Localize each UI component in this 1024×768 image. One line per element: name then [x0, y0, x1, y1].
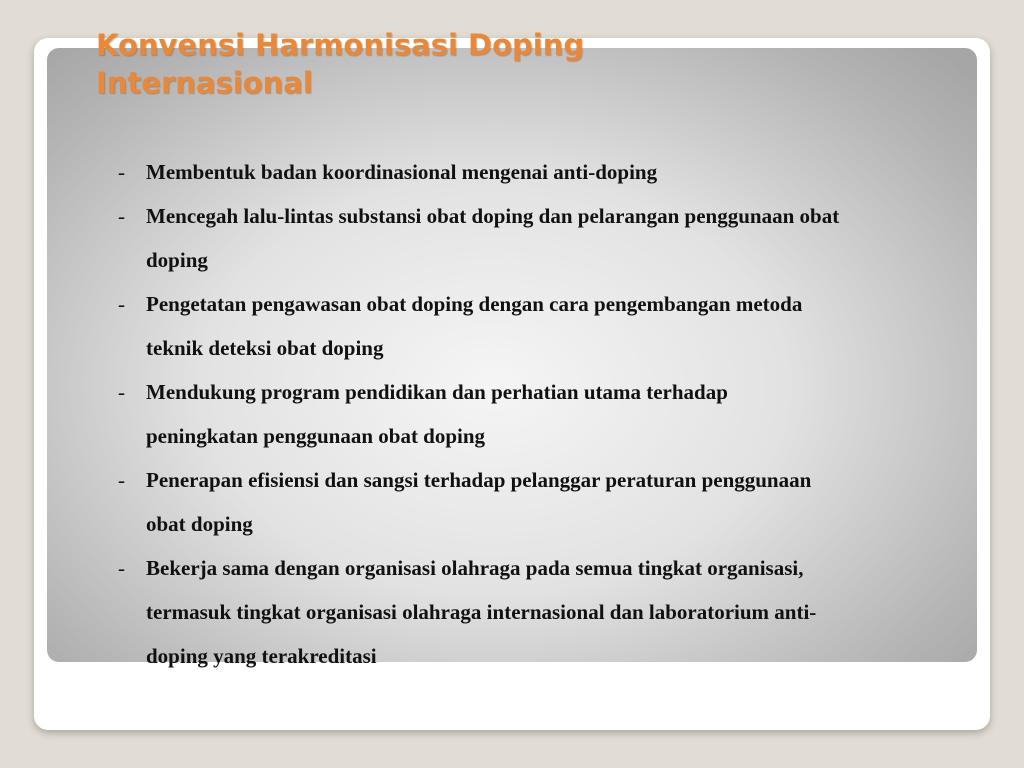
- slide-title: [96, 26, 584, 102]
- bullet-text: Bekerja sama dengan organisasi olahraga pada semua tingkat organisasi, termasuk tingkat organisasi olahraga internasional dan laboratorium anti-doping yang terakreditasi: [146, 556, 817, 668]
- dash-marker: -: [118, 556, 125, 580]
- bullet-item: [114, 370, 844, 458]
- dash-marker: -: [118, 292, 125, 316]
- slide-title-line-1: Konvensi Harmonisasi Doping: [96, 28, 585, 62]
- bullet-text: Penerapan efisiensi dan sangsi terhadap pelanggar peraturan penggunaan obat doping: [146, 468, 812, 536]
- bullet-text: Pengetatan pengawasan obat doping dengan cara pengembangan metoda teknik deteksi obat doping: [146, 292, 803, 360]
- bullet-text: Mendukung program pendidikan dan perhatian utama terhadap peningkatan penggunaan obat doping: [146, 380, 728, 448]
- dash-marker: -: [118, 380, 125, 404]
- slide-title-line-2: Internasional: [96, 66, 313, 100]
- bullet-item: [114, 282, 844, 370]
- dash-marker: -: [118, 160, 125, 184]
- bullet-list: [114, 150, 844, 678]
- bullet-item: [114, 194, 844, 282]
- bullet-item: [114, 458, 844, 546]
- bullet-item: [114, 150, 844, 194]
- bullet-item: [114, 546, 844, 678]
- dash-marker: -: [118, 468, 125, 492]
- dash-marker: -: [118, 204, 125, 228]
- bullet-text: Membentuk badan koordinasional mengenai anti-doping: [146, 160, 658, 184]
- bullet-text: Mencegah lalu-lintas substansi obat doping dan pelarangan penggunaan obat doping: [146, 204, 840, 272]
